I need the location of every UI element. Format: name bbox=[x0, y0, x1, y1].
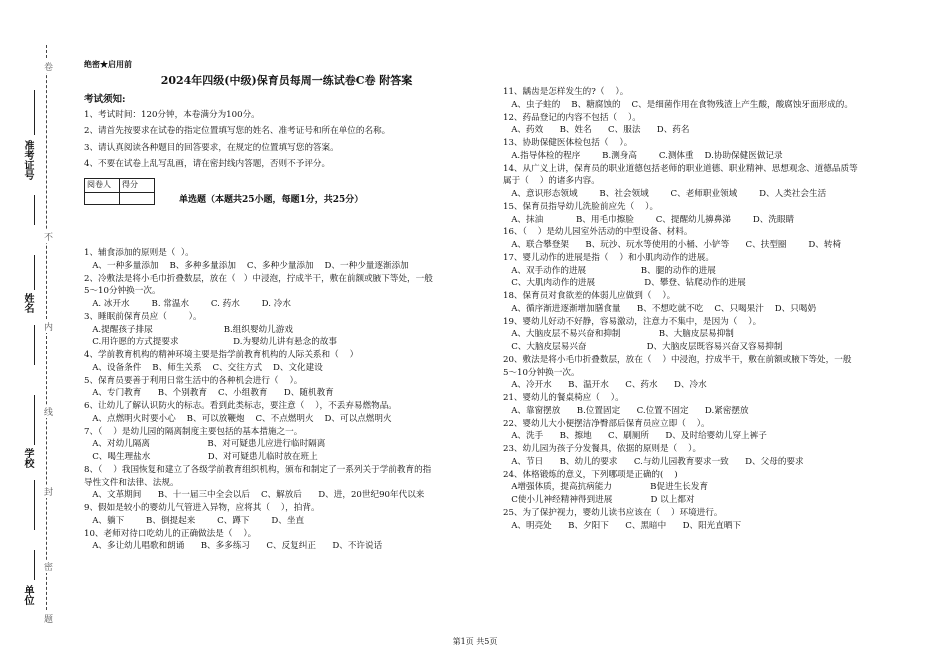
score-input[interactable] bbox=[120, 193, 155, 205]
notice-item: 3、请认真阅读各种题目的回答要求，在规定的位置填写您的答案。 bbox=[84, 142, 339, 153]
name-line bbox=[34, 325, 35, 365]
question-line: C.用许愿的方式提要求 D.为婴幼儿讲有悬念的故事 bbox=[84, 337, 338, 348]
question-line: 5、保育员要善于利用日常生活中的各种机会进行（ ）。 bbox=[84, 375, 303, 386]
question-line: A、抹油 B、用毛巾擦脸 C、提醒幼儿擤鼻涕 D、洗眼睛 bbox=[503, 214, 795, 225]
exam-number-label: 准考证号 bbox=[22, 140, 33, 180]
question-line: A、冷开水 B、温开水 C、药水 D、冷水 bbox=[503, 380, 707, 391]
question-line: A、洗手 B、擦地 C、刷厕所 D、及时给婴幼儿穿上裤子 bbox=[503, 431, 767, 442]
question-line: 19、婴幼儿好动不好静，容易激动，注意力不集中，是因为（ ）。 bbox=[503, 316, 762, 327]
question-line: C、大脑皮层易兴奋 D、大脑皮层既容易兴奋又容易抑制 bbox=[503, 342, 783, 352]
question-line: 5～10分钟换一次。 bbox=[503, 367, 580, 378]
side-mark: 密 bbox=[42, 562, 52, 571]
question-line: 23、幼儿园为孩子分发餐具，依据的原则是（ ）。 bbox=[503, 444, 702, 454]
question-line: 13、协助保健医体检包括（ ）。 bbox=[503, 138, 633, 148]
question-line: 10、老师对待口吃幼儿的正确做法是（ ）。 bbox=[84, 528, 257, 539]
question-line: 11、龋齿是怎样发生的?（ ）。 bbox=[503, 87, 629, 97]
unit-line bbox=[34, 550, 35, 580]
question-line: 24、体格锻炼的意义，下列哪项是正确的( ) bbox=[503, 469, 678, 480]
question-line: A、循序渐进逐渐增加膳食量 B、不想吃就不吃 C、只喝果汁 D、只喝奶 bbox=[503, 303, 817, 314]
notice-heading: 考试须知: bbox=[84, 93, 126, 105]
question-line: 15、保育员指导幼儿洗脸前应先（ ）。 bbox=[503, 201, 659, 212]
question-line: A、对幼儿隔离 B、对可疑患儿应进行临时隔离 bbox=[84, 439, 326, 450]
question-line: A、靠窗摆放 B.位置固定 C.位置不固定 D.紧密摆放 bbox=[503, 405, 749, 416]
question-line: A、明亮处 B、夕阳下 C、黑暗中 D、阳光直晒下 bbox=[503, 520, 742, 531]
name-line bbox=[34, 255, 35, 290]
question-line: 9、假如是较小的婴幼儿气管进入异物，应将其（ ），拍背。 bbox=[84, 503, 320, 514]
question-line: A、专门教育 B、个别教育 C、小组教育 D、随机教育 bbox=[84, 388, 334, 399]
score-box-row bbox=[84, 176, 489, 207]
question-line: 4、学前教育机构的精神环境主要是指学前教育机构的人际关系和（ ） bbox=[84, 350, 359, 361]
question-line: A、双手动作的进展 B、腿的动作的进展 bbox=[503, 265, 716, 276]
question-line: 属于（ ）的诸多内容。 bbox=[503, 176, 600, 187]
section-title: 单选题（本题共25小题，每题1分，共25分） bbox=[179, 195, 364, 206]
question-line: A、节日 B、幼儿的要求 C.与幼儿园教育要求一致 D、父母的要求 bbox=[503, 456, 804, 467]
notice-item: 4、不要在试卷上乱写乱画，请在密封线内答题，否则不予评分。 bbox=[84, 158, 331, 169]
question-line: 导性文件和法律、法规。 bbox=[84, 477, 179, 488]
question-line: A、虫子蛀的 B、糖腐蚀的 C、是细菌作用在食物残渣上产生酸，酸腐蚀牙面形成的。 bbox=[503, 99, 853, 110]
side-mark: 内 bbox=[42, 322, 52, 331]
right-column bbox=[503, 86, 903, 532]
question-line: A、药效 B、姓名 C、服法 D、药名 bbox=[503, 125, 690, 136]
score-table bbox=[84, 178, 155, 205]
question-line: A、躺下 B、倒提起来 C、蹲下 D、坐直 bbox=[84, 515, 305, 526]
question-line: A、大脑皮层不易兴奋和抑制 B、大脑皮层易抑制 bbox=[503, 329, 734, 340]
side-mark: 不 bbox=[42, 232, 52, 241]
question-line: C、大肌肉动作的进展 D、攀登、钻爬动作的进展 bbox=[503, 278, 746, 289]
question-line: 7、（ ）是幼儿园的隔离制度主要包括的基本措施之一。 bbox=[84, 426, 303, 437]
secret-mark: 绝密★启用前 bbox=[84, 59, 132, 69]
question-line: C使小儿神经精神得到进展 D 以上都对 bbox=[503, 495, 695, 505]
question-line: A、多让幼儿唱歌和朗诵 B、多多练习 C、反复纠正 D、不许说话 bbox=[84, 541, 383, 552]
exam-number-line bbox=[34, 195, 35, 225]
side-mark: 题 bbox=[42, 614, 52, 623]
question-line: A.指导体检的程序 B.测身高 C.测体重 D.协助保健医做记录 bbox=[503, 150, 783, 161]
name-label: 姓名 bbox=[22, 293, 33, 313]
side-mark: 封 bbox=[42, 487, 52, 496]
seal-dashed-line bbox=[46, 45, 47, 625]
question-line: 5～10分钟换一次。 bbox=[84, 286, 161, 297]
left-column bbox=[84, 40, 489, 553]
question-line: A、意识形态领域 B、社会领域 C、老师职业领域 D、人类社会生活 bbox=[503, 189, 827, 199]
school-line bbox=[34, 480, 35, 530]
question-line: A增强体质，提高抗病能力 B促进生长发育 bbox=[503, 482, 709, 493]
school-line bbox=[34, 395, 35, 445]
question-line: A、一种多量添加 B、多种多量添加 C、多种少量添加 D、一种少量逐渐添加 bbox=[84, 260, 409, 271]
question-line: 20、敷法是将小毛巾折叠数层，放在（ ）中浸泡，拧成半干，敷在前额或腋下等处，一般 bbox=[503, 354, 852, 365]
question-line: 6、让幼儿了解认识防火的标志。看到此类标志，要注意（ ），不丢弃易燃物品。 bbox=[84, 401, 397, 412]
question-line: A. 冰开水 B. 常温水 C. 药水 D. 冷水 bbox=[84, 299, 291, 310]
question-line: 25、为了保护视力，婴幼儿读书应该在（ ）环境进行。 bbox=[503, 507, 723, 518]
question-line: 2、冷敷法是将小毛巾折叠数层，放在（ ）中浸泡，拧成半干，敷在前额或腋下等处，一般 bbox=[84, 273, 433, 284]
page-number: 第1页 共5页 bbox=[452, 637, 498, 646]
question-line: A、文革期间 B、十一届三中全会以后 C、解放后 D、进，20世纪90年代以来 bbox=[84, 490, 425, 501]
question-line: A.提醒孩子排尿 B.组织婴幼儿游戏 bbox=[84, 324, 293, 335]
question-list-left bbox=[84, 247, 489, 553]
school-label: 学校 bbox=[22, 448, 33, 468]
question-line: 12、药品登记的内容不包括（ ）。 bbox=[503, 112, 641, 123]
question-line: C、喝生理盐水 D、对可疑患儿临时放在班上 bbox=[84, 452, 318, 463]
question-line: 3、睡眠前保育员应（ ）。 bbox=[84, 311, 202, 322]
question-line: 21、婴幼儿的餐桌椅应（ ）。 bbox=[503, 393, 624, 403]
question-line: A、点燃明火时要小心 B、可以放鞭炮 C、不点燃明火 D、可以点燃明火 bbox=[84, 413, 392, 424]
reviewer-input[interactable] bbox=[85, 193, 120, 205]
side-mark: 线 bbox=[42, 407, 52, 416]
question-line: 18、保育员对食欲差的体弱儿应做到（ ）。 bbox=[503, 291, 676, 301]
exam-number-line bbox=[34, 90, 35, 135]
notice-item: 2、请首先按要求在试卷的指定位置填写您的姓名、准考证号和所在单位的名称。 bbox=[84, 126, 391, 137]
question-line: 8、（ ）我国恢复和建立了各级学前教育组织机构，颁布和制定了一系列关于学前教育的指 bbox=[84, 464, 432, 475]
page-title: 2024年四级(中级)保育员每周一练试卷C卷 附答案 bbox=[160, 73, 413, 87]
question-line: A、联合攀登架 B、玩沙、玩水等使用的小桶、小铲等 C、扶型圈 D、转椅 bbox=[503, 240, 842, 250]
question-line: 22、婴幼儿大小便摆洁净臀部后保育员应立即（ ）。 bbox=[503, 418, 710, 429]
question-line: 1、辅食添加的原则是（ ）。 bbox=[84, 248, 194, 259]
unit-label: 单位 bbox=[22, 585, 33, 605]
question-line: A、设备条件 B、师生关系 C、交往方式 D、文化建设 bbox=[84, 362, 323, 373]
question-line: 17、婴儿动作的进展是指（ ）和小肌肉动作的进展。 bbox=[503, 252, 714, 263]
side-mark: 卷 bbox=[42, 62, 52, 71]
notice-item: 1、考试时间：120分钟，本卷满分为100分。 bbox=[84, 110, 260, 121]
question-line: 16、（ ）是幼儿园室外活动的中型设备、材料。 bbox=[503, 227, 693, 238]
binding-margin bbox=[0, 0, 80, 671]
score-cell: 得分 bbox=[120, 179, 155, 193]
reviewer-cell: 阅卷人 bbox=[85, 179, 120, 193]
question-line: 14、从广义上讲，保育员的职业道德包括老师的职业道德、职业精神、思想观念、道德品质等 bbox=[503, 163, 858, 174]
